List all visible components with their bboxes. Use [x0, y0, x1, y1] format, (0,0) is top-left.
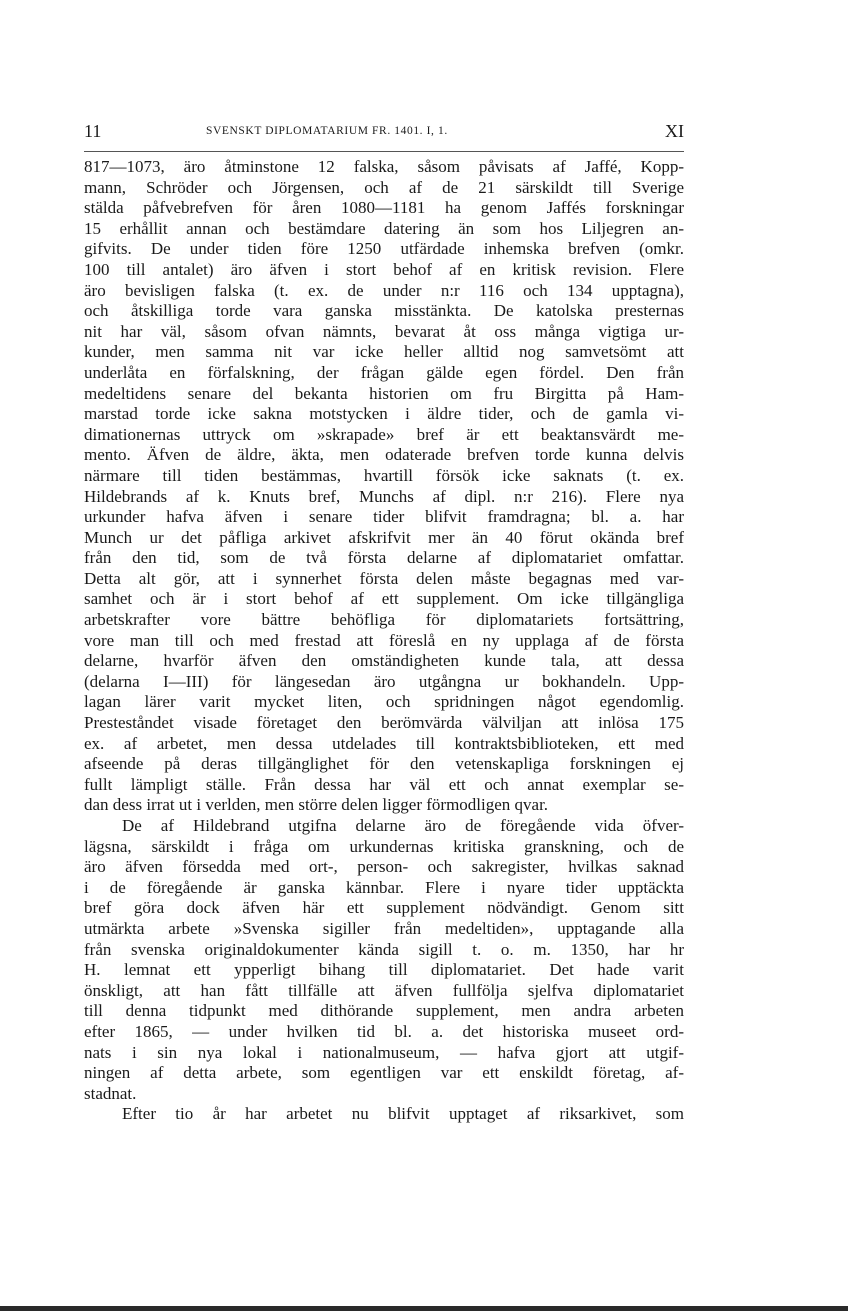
scan-bottom-edge	[0, 1306, 848, 1311]
text-line: ex. af arbetet, men dessa utdelades till kontraktsbiblioteken, ett med	[84, 733, 684, 753]
text-line: äro bevisligen falska (t. ex. de under n:r 116 och 134 upptagna),	[84, 280, 684, 300]
text-line: i de föregående är ganska kännbar. Flere i nyare tider upptäckta	[84, 877, 684, 897]
text-line: lagan lärer varit mycket liten, och spridningen något egendomlig.	[84, 692, 684, 712]
text-line: 817—1073, äro åtminstone 12 falska, såsom påvisats af Jaffé, Kopp-	[84, 157, 684, 176]
text-line: medeltidens senare del bekanta historien om fru Birgitta på Ham-	[84, 383, 684, 403]
text-line: och åtskilliga torde vara ganska misstänkta. De katolska presternas	[84, 301, 684, 321]
running-title: SVENSKT DIPLOMATARIUM FR. 1401. I, 1.	[206, 125, 448, 137]
text-line: stadnat.	[84, 1083, 137, 1103]
text-line: marstad torde icke sakna motstycken i äldre tider, och de gamla vi-	[84, 404, 684, 424]
text-line: urkunder hafva äfven i senare tider blifvit framdragna; bl. a. har	[84, 507, 684, 527]
text-line: Detta alt gör, att i synnerhet första delen måste begagnas med var-	[84, 568, 684, 588]
text-line: fullt lämpligt ställe. Från dessa har väl ett och annat exemplar se-	[84, 774, 684, 794]
text-line: ningen af detta arbete, som egentligen var ett enskildt företag, af-	[84, 1063, 684, 1083]
text-line: nit har väl, såsom ofvan nämnts, bevarat åt oss många vigtiga ur-	[84, 321, 684, 341]
text-line: äro äfven försedda med ort-, person- och sakregister, hvilkas saknad	[84, 857, 684, 877]
text-line: stälda påfvebrefven för åren 1080—1181 ha genom Jaffés forskningar	[84, 198, 684, 218]
roman-page-number: XI	[665, 121, 684, 141]
text-line: efter 1865, — under hvilken tid bl. a. det historiska museet ord-	[84, 1021, 684, 1041]
text-line: Presteståndet visade företaget den berömvärda välviljan att inlösa 175	[84, 713, 684, 733]
text-line: dan dess irrat ut i verlden, men större delen ligger förmodligen qvar.	[84, 795, 549, 815]
text-line: vore man till och med frestad att föreslå en ny upplaga af de första	[84, 630, 684, 650]
text-line: utmärkta arbete »Svenska sigiller från medeltiden», upptagande alla	[84, 918, 684, 938]
text-line: lägsna, särskildt i fråga om urkundernas kritiska granskning, och de	[84, 836, 684, 856]
text-line: afseende på deras tillgänglighet för den vetenskapliga forskningen ej	[84, 754, 684, 774]
text-line: De af Hildebrand utgifna delarne äro de föregående vida öfver-	[122, 816, 684, 835]
text-line: Hildebrands af k. Knuts bref, Munchs af dipl. n:r 216). Flere nya	[84, 486, 684, 506]
text-line: från svenska originaldokumenter kända sigill t. o. m. 1350, har hr	[84, 939, 684, 959]
text-line: 100 till antalet) äro äfven i stort behof af en kritisk revision. Flere	[84, 259, 684, 279]
text-line: arbetskrafter vore bättre behöfliga för diplomatariets fortsättring,	[84, 610, 684, 630]
body-text	[84, 157, 684, 1125]
text-line: nats i sin nya lokal i nationalmuseum, — hafva gjort att utgif-	[84, 1042, 684, 1062]
text-line: gifvits. De under tiden före 1250 utfärdade inhemska brefven (omkr.	[84, 239, 684, 259]
text-line: mann, Schröder och Jörgensen, och af de 21 särskildt till Sverige	[84, 177, 684, 197]
header-rule	[84, 151, 684, 152]
text-line: från den tid, som de två första delarne af diplomatariet omfattar.	[84, 548, 684, 568]
text-line: närmare till tiden bestämmas, hvartill försök icke saknats (t. ex.	[84, 465, 684, 485]
text-line: önskligt, att han fått tillfälle att äfven fullfölja sjelfva diplomatariet	[84, 980, 684, 1000]
text-line: Munch ur det påfliga arkivet afskrifvit mer än 40 förut okända bref	[84, 527, 684, 547]
text-line: H. lemnat ett ypperligt bihang till diplomatariet. Det hade varit	[84, 960, 684, 980]
text-line: mento. Äfven de äldre, äkta, men odaterade brefven torde kunna delvis	[84, 445, 684, 465]
text-line: 15 erhållit annan och bestämdare datering än som hos Liljegren an-	[84, 218, 684, 238]
page-header	[84, 121, 684, 143]
text-line: samhet och är i stort behof af ett supplement. Om icke tillgängliga	[84, 589, 684, 609]
text-line: till denna tidpunkt med dithörande supplement, men andra arbeten	[84, 1001, 684, 1021]
page-number: 11	[84, 121, 102, 141]
text-line: bref göra dock äfven här ett supplement nödvändigt. Genom sitt	[84, 898, 684, 918]
text-line: delarne, hvarför äfven den omständigheten kunde tala, att dessa	[84, 651, 684, 671]
text-line: Efter tio år har arbetet nu blifvit upptaget af riksarkivet, som	[122, 1104, 684, 1124]
text-line: underlåta en förfalskning, der frågan gälde egen fördel. Den från	[84, 362, 684, 382]
text-line: (delarna I—III) för längesedan äro utgångna ur bokhandeln. Upp-	[84, 671, 684, 691]
text-line: kunder, men samma nit var icke heller alltid nog samvetsömt att	[84, 342, 684, 362]
text-line: dimationernas uttryck om »skrapade» bref är ett beaktansvärdt me-	[84, 424, 684, 444]
